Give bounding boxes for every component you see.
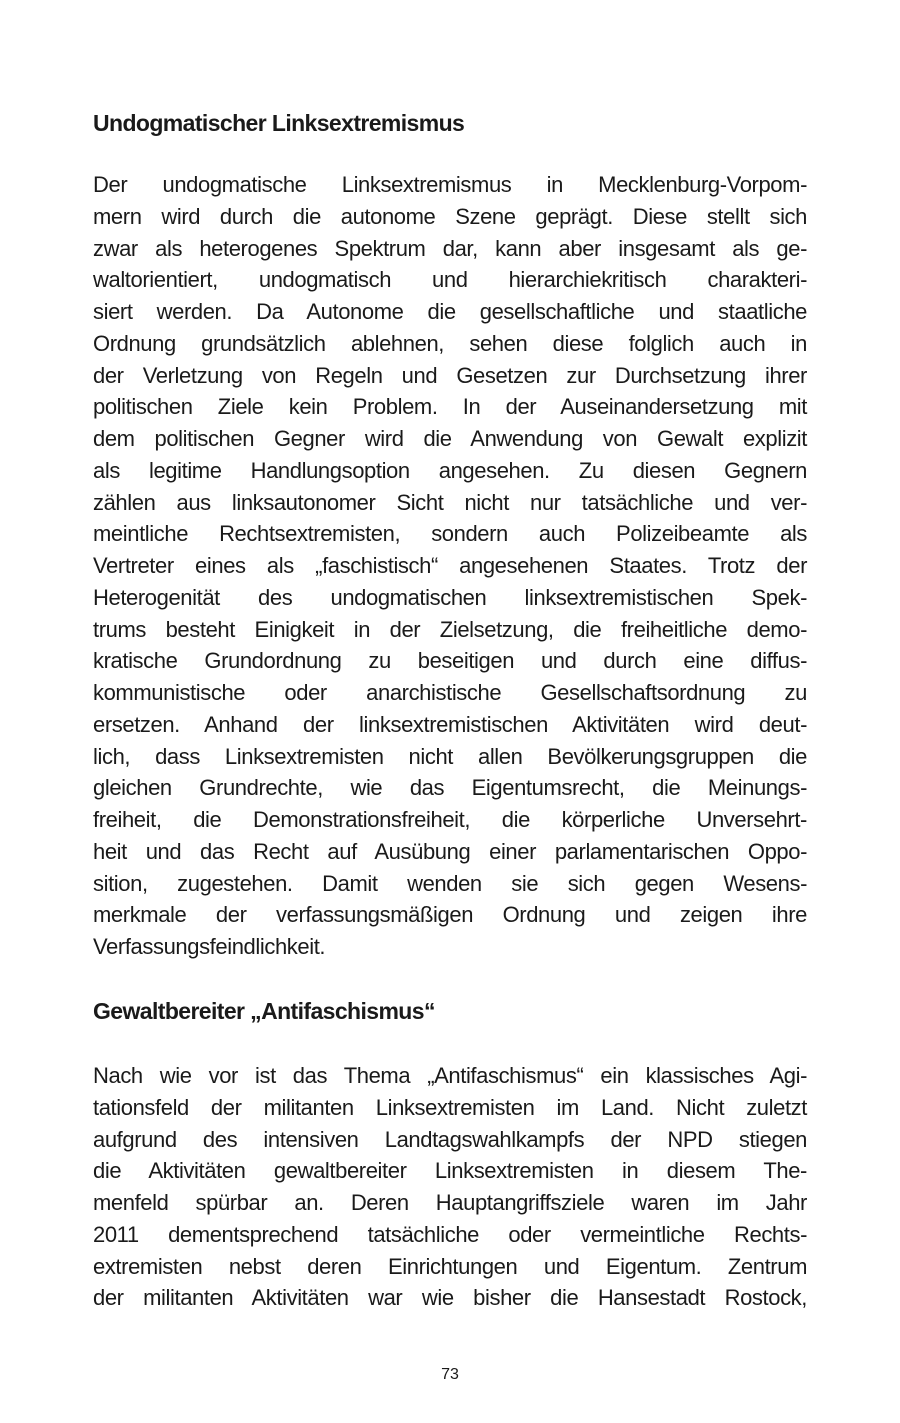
text-line: waltorientiert, undogmatisch und hierarchiekritisch charakteri- [93,267,807,293]
text-line: die Aktivitäten gewaltbereiter Linksextremisten in diesem The- [93,1158,807,1184]
text-line: politischen Ziele kein Problem. In der Auseinandersetzung mit [93,394,807,420]
text-line: tationsfeld der militanten Linksextremisten im Land. Nicht zuletzt [93,1094,807,1120]
text-line: Heterogenität des undogmatischen linksextremistischen Spek- [93,584,807,610]
text-line: aufgrund des intensiven Landtagswahlkampfs der NPD stiegen [93,1126,807,1152]
text-line: kommunistische oder anarchistische Gesellschaftsordnung zu [93,680,807,705]
text-line: menfeld spürbar an. Deren Hauptangriffsziele waren im Jahr [93,1190,807,1215]
text-line: der Verletzung von Regeln und Gesetzen zur Durchsetzung ihrer [93,362,807,388]
text-line: ersetzen. Anhand der linksextremistischen Aktivitäten wird deut- [93,711,807,737]
section-heading-undogmatic: Undogmatischer Linksextremismus [93,110,465,136]
text-line: Ordnung grundsätzlich ablehnen, sehen diese folglich auch in [93,330,807,356]
text-line: Nach wie vor ist das Thema „Antifaschismus“ ein klassisches Agi- [93,1063,807,1088]
text-line: siert werden. Da Autonome die gesellschaftliche und staatliche [93,299,807,324]
section-heading-antifascism: Gewaltbereiter „Antifaschismus“ [93,998,435,1024]
text-line: freiheit, die Demonstrationsfreiheit, die körperliche Unversehrt- [93,807,807,832]
text-line: Verfassungsfeindlichkeit. [93,934,326,959]
text-line: der militanten Aktivitäten war wie bisher die Hansestadt Rostock, [93,1285,807,1311]
text-line: lich, dass Linksextremisten nicht allen Bevölkerungsgruppen die [93,743,807,769]
text-line: extremisten nebst deren Einrichtungen und Eigentum. Zentrum [93,1253,807,1279]
text-line: Der undogmatische Linksextremismus in Mecklenburg-Vorpom- [93,172,807,197]
text-line: dem politischen Gegner wird die Anwendung von Gewalt explizit [93,426,807,451]
text-line: merkmale der verfassungsmäßigen Ordnung und zeigen ihre [93,902,807,928]
text-line: 2011 dementsprechend tatsächliche oder vermeintliche Rechts- [93,1221,807,1247]
text-line: kratische Grundordnung zu beseitigen und durch eine diffus- [93,648,807,674]
text-line: mern wird durch die autonome Szene geprägt. Diese stellt sich [93,203,807,229]
text-line: als legitime Handlungsoption angesehen. Zu diesen Gegnern [93,457,807,483]
page-number: 73 [441,1366,459,1383]
text-line: meintliche Rechtsextremisten, sondern auch Polizeibeamte als [93,521,807,547]
text-line: Vertreter eines als „faschistisch“ angesehenen Staates. Trotz der [93,553,807,578]
paragraph-antifascism [93,1060,807,1314]
text-line: gleichen Grundrechte, wie das Eigentumsrecht, die Meinungs- [93,775,807,801]
text-line: zählen aus linksautonomer Sicht nicht nur tatsächliche und ver- [93,489,807,515]
paragraph-undogmatic [93,169,807,963]
text-line: trums besteht Einigkeit in der Zielsetzung, die freiheitliche demo- [93,616,807,642]
text-line: zwar als heterogenes Spektrum dar, kann aber insgesamt als ge- [93,235,807,261]
text-line: heit und das Recht auf Ausübung einer parlamentarischen Oppo- [93,838,807,864]
text-line: sition, zugestehen. Damit wenden sie sich gegen Wesens- [93,870,807,896]
